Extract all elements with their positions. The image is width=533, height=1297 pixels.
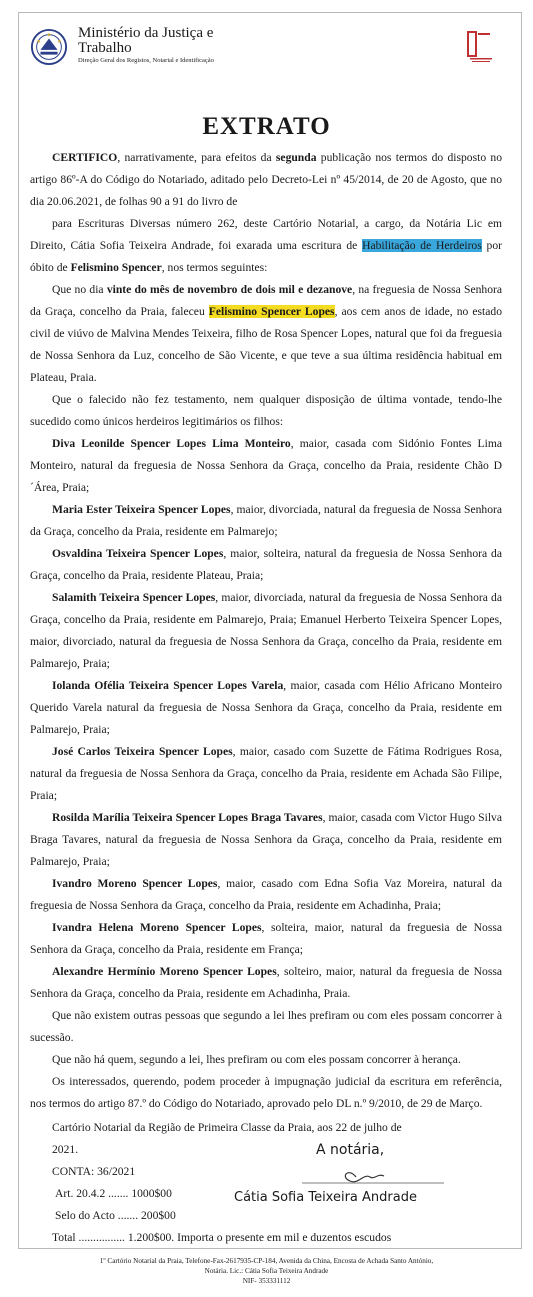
highlight-habilitacao: Habilitação de Herdeiros	[362, 239, 482, 252]
heir-entry: Osvaldina Teixeira Spencer Lopes, maior, solteira, natural da freguesia de Nossa Senhora da Graça, concelho da Praia, residente Plateau, Praia;	[30, 547, 502, 582]
heir-entry: Rosilda Marília Teixeira Spencer Lopes Braga Tavares, maior, casada com Victor Hugo Silva Braga Tavares, natural da freguesia de Nossa Senhora da Graça, concelho da Praia, residente em Palmarejo, Praia;	[30, 811, 502, 868]
closing-paragraph: Que não existem outras pessoas que segundo a lei lhes prefiram ou com eles possam concorrer à sucessão.	[30, 1009, 502, 1044]
heir-name: Ivandro Moreno Spencer Lopes	[52, 877, 218, 890]
heir-entry: Maria Ester Teixeira Spencer Lopes, maior, divorciada, natural da freguesia de Nossa Senhora da Graça, concelho da Praia, residente em Palmarejo;	[30, 503, 502, 538]
signature-icon	[298, 1161, 448, 1189]
directorate-name: Direção Geral dos Registos, Notarial e Identificação	[78, 57, 214, 64]
signature-block	[30, 1117, 502, 1249]
fee-article: Art. 20.4.2 ....... 1000$00	[55, 1187, 172, 1200]
heir-entry: José Carlos Teixeira Spencer Lopes, maior, casado com Suzette de Fátima Rodrigues Rosa, natural da freguesia de Nossa Senhora da Graça, concelho da Praia, residente em Achada São Filipe, Praia;	[30, 745, 502, 802]
heir-entry: Ivandro Moreno Spencer Lopes, maior, casado com Edna Sofia Vaz Moreira, natural da freguesia de Nossa Senhora da Graça, concelho da Praia, residente em Achadinha, Praia;	[30, 877, 502, 912]
heir-name: Maria Ester Teixeira Spencer Lopes	[52, 503, 231, 516]
heir-name: Rosilda Marília Teixeira Spencer Lopes Braga Tavares	[52, 811, 323, 824]
heir-name: Osvaldina Teixeira Spencer Lopes	[52, 547, 224, 560]
heir-name: José Carlos Teixeira Spencer Lopes	[52, 745, 233, 758]
closing-paragraph: Que não há quem, segundo a lei, lhes prefiram ou com eles possam concorrer à herança.	[52, 1053, 461, 1066]
ministry-name: Ministério da Justiça e Trabalho Direção Geral dos Registos, Notarial e Identificação	[78, 25, 214, 64]
heir-entry: Iolanda Ofélia Teixeira Spencer Lopes Varela, maior, casada com Hélio Africano Monteiro Querido Varela natural da freguesia de Nossa Senhora da Graça, concelho da Praia, residente em Palmarejo, Praia;	[30, 679, 502, 736]
document-title: EXTRATO	[202, 113, 331, 140]
heir-name: Ivandra Helena Moreno Spencer Lopes	[52, 921, 262, 934]
heir-name: Iolanda Ofélia Teixeira Spencer Lopes Varela	[52, 679, 284, 692]
certification-paragraph: CERTIFICO, narrativamente, para efeitos da segunda publicação nos termos do disposto no artigo 86º-A do Código do Notariado, aditado pelo Decreto-Lei nº 45/2014, de 20 de Agosto, que no dia 20.06.2021, de folhas 90 a 91 do livro de	[30, 151, 502, 208]
place-date: Cartório Notarial da Região de Primeira Classe da Praia, aos 22 de julho de	[52, 1121, 402, 1134]
notary-title: A notária,	[316, 1142, 385, 1158]
deed-paragraph: para Escrituras Diversas número 262, deste Cartório Notarial, a cargo, da Notária Lic em Direito, Cátia Sofia Teixeira Andrade, foi exarada uma escritura de Habilitação de Herdeiros por óbito de Felismino Spencer, nos termos seguintes:	[30, 217, 502, 274]
letterhead	[30, 26, 506, 72]
highlight-deceased-name: Felismino Spencer Lopes	[208, 305, 335, 318]
page-footer: 1º Cartório Notarial da Praia, Telefone-Fax-2617935-CP-184, Avenida da China, Encosta de Achada Santo António, Notária. Lic.: Cátia Sofia Teixeira Andrade NIF- 353331112	[99, 1257, 434, 1285]
account-number: CONTA: 36/2021	[52, 1165, 136, 1178]
closing-paragraph: Os interessados, querendo, podem proceder à impugnação judicial da escritura em referência, nos termos do artigo 87.º do Código do Notariado, aprovado pelo DL n.º 9/2010, de 29 de Março.	[30, 1075, 502, 1110]
no-will-paragraph: Que o falecido não fez testamento, nem qualquer disposição de última vontade, tendo-lhe sucedido como únicos herdeiros legitimários os filhos:	[30, 393, 502, 428]
notary-name: Cátia Sofia Teixeira Andrade	[234, 1190, 417, 1205]
heir-name: Diva Leonilde Spencer Lopes Lima Monteiro	[52, 437, 291, 450]
coat-of-arms-icon	[30, 28, 68, 66]
fee-stamp: Selo do Acto ....... 200$00	[55, 1209, 176, 1222]
heirs-list	[30, 433, 502, 1005]
heir-entry: Ivandra Helena Moreno Spencer Lopes, solteira, maior, natural da freguesia de Nossa Senhora da Graça, concelho da Praia, residente em França;	[30, 921, 502, 956]
death-paragraph: Que no dia vinte do mês de novembro de dois mil e dezanove, na freguesia de Nossa Senhora da Graça, concelho da Praia, faleceu Felismino Spencer Lopes, aos cem anos de idade, no estado civil de viúvo de Malvina Mendes Teixeira, filho de Rosa Spencer Lopes, natural que foi da freguesia de Nossa Senhora da Luz, concelho de São Vicente, e que teve a sua última residência habitual em Plateau, Praia.	[30, 283, 502, 384]
heir-name: Salamith Teixeira Spencer Lopes	[52, 591, 216, 604]
heir-entry: Salamith Teixeira Spencer Lopes, maior, divorciada, natural da freguesia de Nossa Senhora da Graça, concelho da Praia, residente em Palmarejo, Praia; Emanuel Herberto Teixeira Spencer Lopes, maior, divorciado, natural da freguesia de Nossa Senhora da Graça, concelho da Praia, residente em Palmarejo, Praia;	[30, 591, 502, 670]
year: 2021.	[52, 1143, 79, 1156]
heir-entry: Diva Leonilde Spencer Lopes Lima Monteiro, maior, casada com Sidónio Fontes Lima Monteiro, natural da freguesia de Nossa Senhora da Graça, concelho da Praia, residente Chão D´Área, Praia;	[30, 437, 502, 494]
extract-body	[30, 147, 502, 1115]
heir-name: Alexandre Hermínio Moreno Spencer Lopes	[52, 965, 277, 978]
fee-total: Total ................ 1.200$00. Importa o presente em mil e duzentos escudos	[52, 1231, 392, 1244]
registry-logo-icon	[464, 28, 498, 64]
heir-entry: Alexandre Hermínio Moreno Spencer Lopes, solteiro, maior, natural da freguesia de Nossa Senhora da Graça, concelho da Praia, residente em Achadinha, Praia.	[30, 965, 502, 1000]
